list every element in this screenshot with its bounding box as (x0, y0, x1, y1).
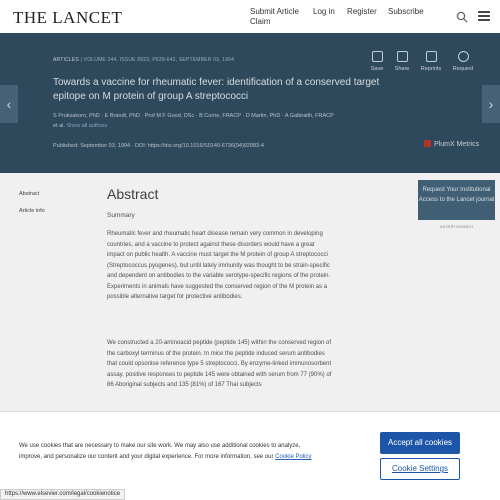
breadcrumb-type[interactable]: ARTICLES (53, 57, 79, 63)
article-banner (0, 33, 500, 173)
show-all-authors-link[interactable]: Show all authors (66, 123, 108, 129)
abstract-paragraph: Rheumatic fever and rheumatic heart disease remain very common in developing countries, and a vaccine to protect against these disorders would have a great impact on public health. A vaccine must target the M protein of group A streptococci (Streptococcus pyogenes), but until lately immunity was thought to be strain-specific and dependent on antibodies to the variable serotype-specific regions of the protein. Experiments in animals have suggested the conserved region of the M protein as a possible alternative target for protective antibodies. (107, 231, 331, 300)
login-link[interactable]: Log in (313, 7, 335, 16)
chevron-right-icon: › (488, 96, 494, 112)
share-label: Share (394, 66, 410, 72)
request-label: Request (452, 66, 474, 72)
plumx-label: PlumX Metrics (434, 141, 480, 148)
status-bar-url: https://www.elsevier.com/legal/cookienotice (0, 489, 125, 500)
reprints-label: Reprints (420, 66, 442, 72)
submit-article-claim-link[interactable]: Submit Article Claim (250, 7, 299, 26)
article-title: Towards a vaccine for rheumatic fever: identification of a conserved target epitope on M protein of group A streptococci (53, 77, 380, 102)
subscribe-link[interactable]: Subscribe (388, 7, 424, 16)
institutional-access-button[interactable]: Request Your Institutional Access to the Lancet journal (418, 180, 495, 220)
lancet-logo[interactable]: THE LANCET (13, 8, 123, 27)
cookie-settings-button[interactable] (380, 458, 460, 480)
accept-all-cookies-button[interactable]: Accept all cookies (380, 432, 460, 454)
abstract-heading: Abstract (107, 186, 159, 202)
advertisement-label: ADVERTISEMENT (440, 225, 474, 229)
overlay-dim (0, 33, 500, 173)
abstract-paragraph: We constructed a 20-aminoacid peptide (peptide 145) within the conserved region of the carboxyl terminus of the protein. In mice the peptide induced serum antibodies that could opsonise reference type 5 streptococci. By enzyme-linked immunosorbent assay, positive responses to peptide 145 were obtained with serum from 77 (90%) of 86 Aboriginal subjects and 135 (81%) of 167 Thai subjects (107, 340, 332, 388)
cookie-policy-link[interactable]: Cookie Policy (275, 454, 312, 460)
save-label: Save (370, 66, 384, 72)
authors-more: et al. (53, 123, 65, 129)
cookie-text (19, 441, 319, 463)
top-header (0, 0, 500, 33)
cookie-banner (0, 411, 500, 500)
breadcrumb: ARTICLES | VOLUME 344, ISSUE 8923, P639-642, SEPTEMBER 03, 1994 (53, 57, 235, 63)
menu-icon[interactable] (478, 11, 490, 21)
register-link[interactable]: Register (347, 7, 377, 16)
sidebar-item-abstract[interactable]: Abstract (19, 191, 40, 197)
cookie-message: We use cookies that are necessary to make our site work. We may also use additional cookies to analyze, improve, and personalize our content and your digital experience. For more information, see our (19, 443, 301, 460)
summary-heading: Summary (107, 212, 135, 219)
cookie-settings-label: Cookie Settings (391, 464, 449, 473)
chevron-left-icon: ‹ (6, 96, 12, 112)
sidebar-item-article-info[interactable]: Article info (19, 208, 45, 214)
search-icon[interactable] (456, 11, 468, 23)
breadcrumb-meta[interactable]: VOLUME 344, ISSUE 8923, P639-642, SEPTEMBER 03, 1994 (83, 57, 235, 63)
publication-info: Published: September 03, 1994 · DOI: https://doi.org/10.1016/S0140-6736(94)92083-4 (53, 143, 264, 149)
authors-text[interactable]: S Pruksakorn, PhD · E Brandt, PhD · Prof M F Good, DSc · B Currie, FRACP · D Martin, PhD · A Galbraith, FRACP (53, 113, 334, 119)
